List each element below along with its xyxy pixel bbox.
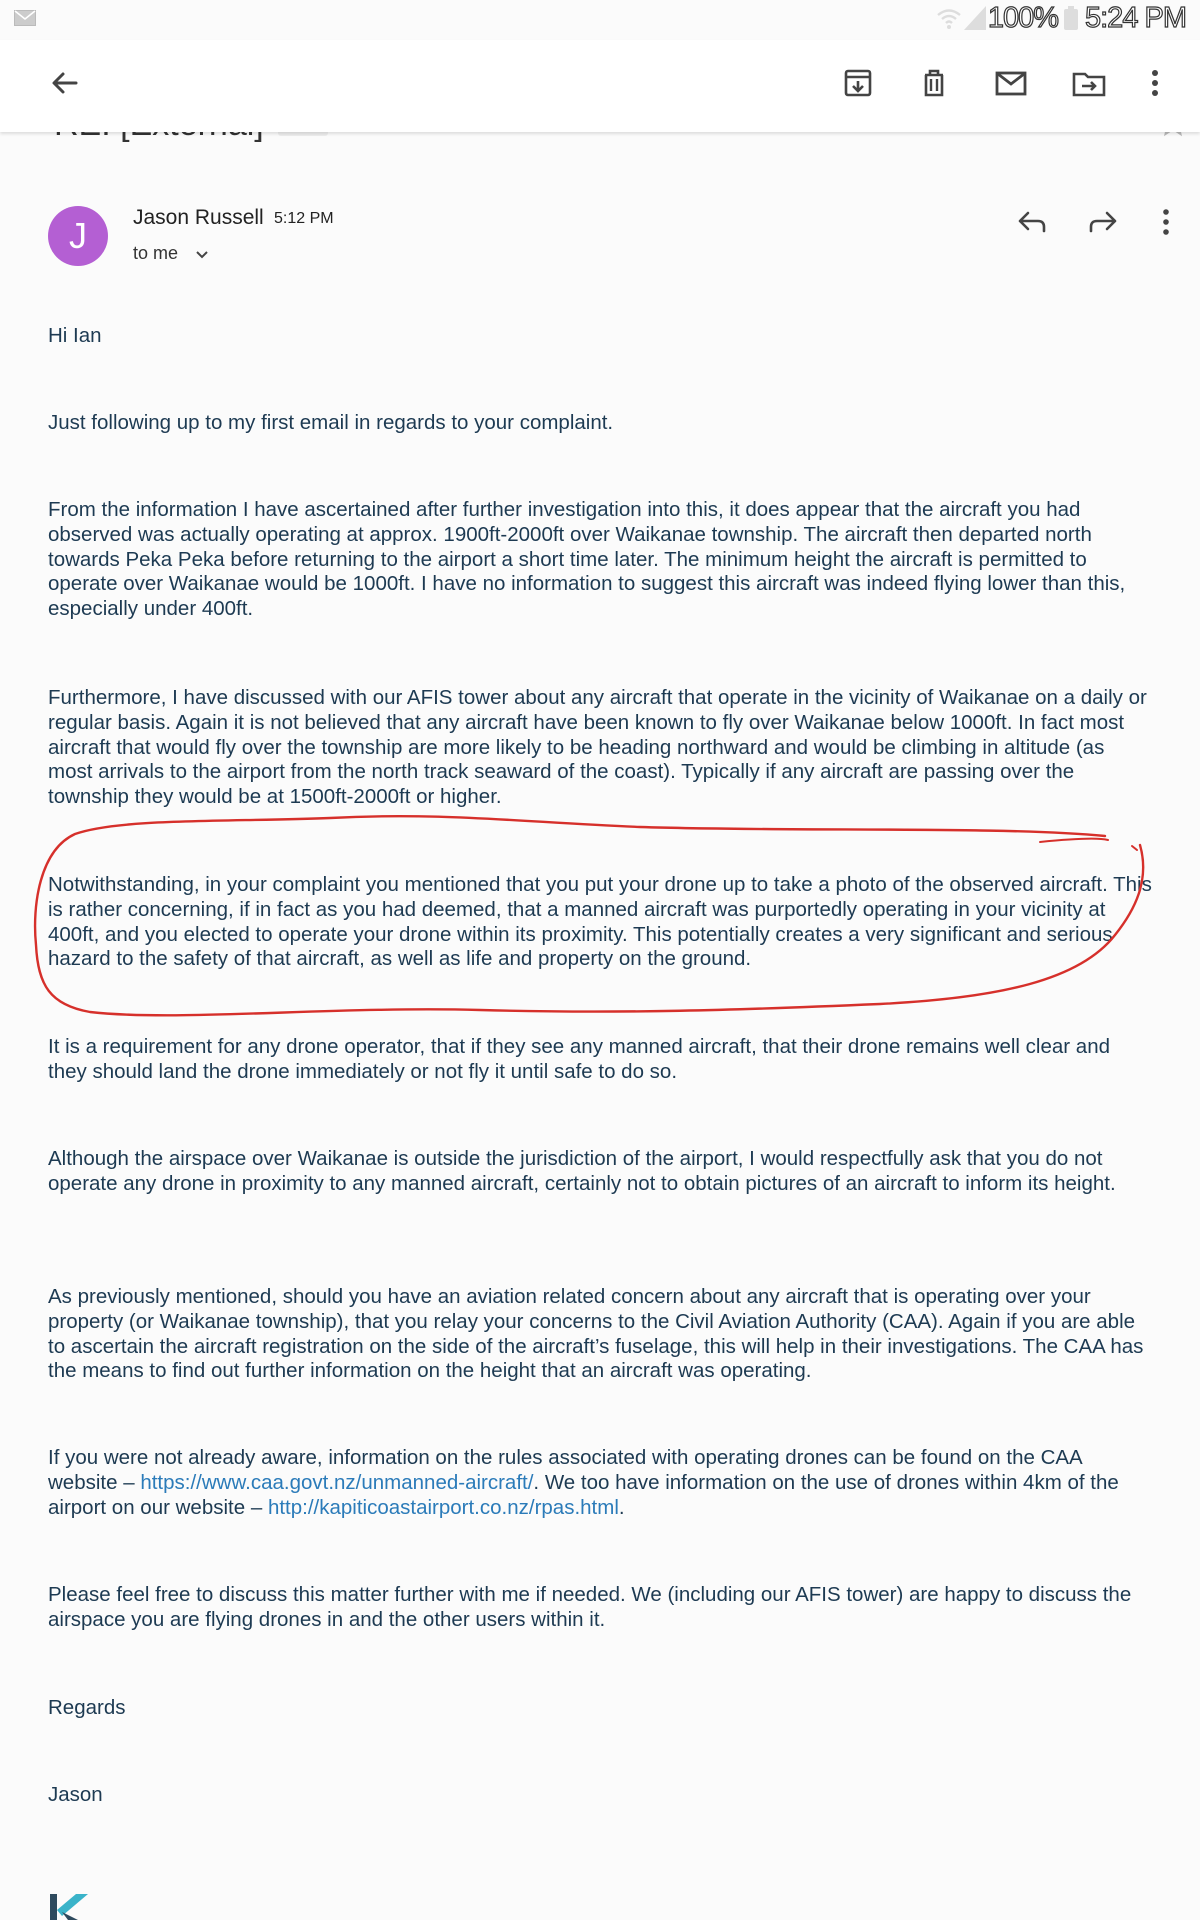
paragraph-8-text-1: If you were not already aware, information on the rules associated with operating drones can be found on the CAA website – <box>48 1446 1082 1494</box>
reply-icon[interactable] <box>1014 204 1050 240</box>
paragraph-1: Just following up to my first email in regards to your complaint. <box>48 411 614 434</box>
sender-name: Jason Russell <box>133 206 264 229</box>
caa-link[interactable]: https://www.caa.govt.nz/unmanned-aircraft/ <box>140 1470 534 1494</box>
status-bar <box>0 0 1200 38</box>
paragraph-9: Please feel free to discuss this matter further with me if needed. We (including our AFIS tower) are happy to discuss the airspace you are flying drones in and the other users within it. <box>48 1583 1132 1631</box>
paragraph-5: It is a requirement for any drone operator, that if they see any manned aircraft, that their drone remains well clear and they should land the drone immediately or not fly it until safe to do so. <box>48 1035 1111 1083</box>
battery-percent: 100% <box>987 2 1058 34</box>
message-more-icon[interactable] <box>1148 204 1184 240</box>
sent-time: 5:12 PM <box>274 210 334 227</box>
status-clock: 5:24 PM <box>1085 2 1186 34</box>
chevron-down-icon[interactable] <box>193 245 211 263</box>
paragraph-4: Notwithstanding, in your complaint you mentioned that you put your drone up to take a photo of the observed aircraft. This is rather concerning, if in fact as you had deemed, that a manned aircraft was purportedly operating in your vicinity at 400ft, and you elected to operate your drone within its proximity. This potentially creates a very significant and serious hazard to the safety of that aircraft, as well as life and property on the ground. <box>48 873 1152 971</box>
more-vert-icon[interactable] <box>1134 62 1176 104</box>
paragraph-7: As previously mentioned, should you have an aviation related concern about any aircraft that is operating over your property (or Waikanae township), that you relay your concerns to the Civil Aviation Authority (CAA). Again if you are able to ascertain the aircraft registration on the side of the aircraft’s fuselage, this will help in their investigations. The CAA has the means to find out further information on the height that an aircraft was operating. <box>48 1285 1144 1383</box>
email-toolbar <box>0 40 1200 132</box>
closing: Regards <box>48 1696 126 1719</box>
paragraph-6: Although the airspace over Waikanae is outside the jurisdiction of the airport, I would respectfully ask that you do not operate any drone in proximity to any manned aircraft, certainly not to obtain pictures of an aircraft to inform its height. <box>48 1147 1116 1195</box>
move-to-icon[interactable] <box>1068 62 1110 104</box>
back-arrow-icon[interactable] <box>44 62 86 104</box>
avatar[interactable]: J <box>48 206 108 266</box>
forward-icon[interactable] <box>1085 204 1121 240</box>
archive-icon[interactable] <box>837 62 879 104</box>
paragraph-8-text-3: . <box>618 1495 625 1519</box>
airport-link[interactable]: http://kapiticoastairport.co.nz/rpas.html <box>267 1495 619 1519</box>
battery-icon <box>1064 6 1078 30</box>
paragraph-8-text-2: . We too have information on the use of drones within 4km of the airport on our website – <box>48 1470 1119 1519</box>
signature: Jason <box>48 1783 103 1806</box>
mark-unread-icon[interactable] <box>990 62 1032 104</box>
company-logo <box>48 1890 98 1920</box>
paragraph-3: Furthermore, I have discussed with our AFIS tower about any aircraft that operate in the vicinity of Waikanae on a daily or regular basis. Again it is not believed that any aircraft have been known to fly over Waikanae below 1000ft. In fact most aircraft that would fly over the township are more likely to be heading northward and would be climbing in altitude (as most arrivals to the airport from the north track seaward of the coast). Typically if any aircraft are passing over the township they would be at 1500ft-2000ft or higher. <box>48 686 1147 809</box>
greeting: Hi Ian <box>48 324 102 347</box>
paragraph-2: From the information I have ascertained after further investigation into this, it does appear that the aircraft you had observed was actually operating at approx. 1900ft-2000ft over Waikanae township. The aircraft then departed north towards Peka Peka before returning to the airport a short time later. The minimum height the aircraft is permitted to operate over Waikanae would be 1000ft. I have no information to suggest this aircraft was indeed flying lower than this, especially under 400ft. <box>48 498 1126 621</box>
signal-icon <box>964 6 986 30</box>
recipient-label[interactable]: to me <box>133 243 179 263</box>
paragraph-8 <box>48 1446 1154 1520</box>
email-notification-icon <box>14 10 36 26</box>
wifi-icon <box>936 6 962 30</box>
delete-icon[interactable] <box>913 62 955 104</box>
